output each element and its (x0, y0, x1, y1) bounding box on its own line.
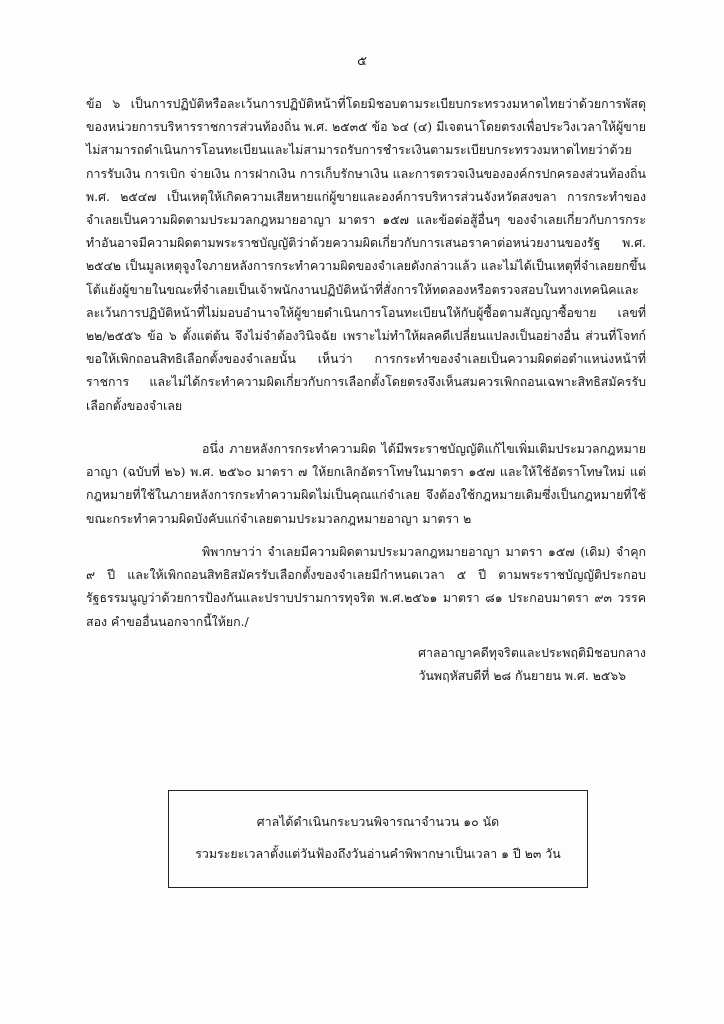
judgment-date: วันพฤหัสบดีที่ ๒๘ กันยายน พ.ศ. ๒๕๖๖ (418, 668, 626, 683)
paragraph-amended-law: อนึ่ง ภายหลังการกระทำความผิด ได้มีพระราชบัญญัติแก้ไขเพิ่มเติมประมวลกฎหมายอาญา (ฉบับที่ ๒๖) พ.ศ. ๒๕๖๐ มาตรา ๗ ให้ยกเลิกอัตราโทษในมาตรา ๑๕๗ และให้ใช้อัตราโทษใหม่ แต่กฎหมายที่ใช้ในภายหลังการกระทำความผิดไม่เป็นคุณแก่จำเลย จึงต้องใช้กฎหมายเดิมซึ่งเป็นกฎหมายที่ใช้ขณะกระทำความผิดบังคับแก่จำเลยตามประมวลกฎหมายอาญา มาตรา ๒ (86, 441, 646, 526)
proceedings-summary-box (168, 790, 588, 888)
paragraph-verdict: พิพากษาว่า จำเลยมีความผิดตามประมวลกฎหมายอาญา มาตรา ๑๕๗ (เดิม) จำคุก ๙ ปี และให้เพิกถอนสิทธิสมัครรับเลือกตั้งของจำเลยมีกำหนดเวลา ๕ ปี ตามพระราชบัญญัติประกอบรัฐธรรมนูญว่าด้วยการป้องกันและปราบปรามการทุจริต พ.ศ.๒๕๖๑ มาตรา ๘๑ ประกอบมาตรา ๙๓ วรรคสอง คำขออื่นนอกจากนี้ให้ยก./ (86, 544, 646, 629)
court-signature-block (366, 641, 646, 687)
page-number: ๕ (357, 54, 367, 69)
summary-hearings-count: ศาลได้ดำเนินกระบวนพิจารณาจำนวน ๑๐ นัด (256, 814, 500, 829)
summary-duration: รวมระยะเวลาตั้งแต่วันฟ้องถึงวันอ่านคำพิพากษาเป็นเวลา ๑ ปี ๒๓ วัน (195, 846, 561, 861)
paragraph-ruling-reasoning: ข้อ ๖ เป็นการปฏิบัติหรือละเว้นการปฏิบัติหน้าที่โดยมิชอบตามระเบียบกระทรวงมหาดไทยว่าด้วยการพัสดุของหน่วยการบริหารราชการส่วนท้องถิ่น พ.ศ. ๒๕๓๕ ข้อ ๖๔ (๔) มีเจตนาโดยตรงเพื่อประวิงเวลาให้ผู้ขายไม่สามารถดำเนินการโอนทะเบียนและไม่สามารถรับการชำระเงินตามระเบียบกระทรวงมหาดไทยว่าด้วยการรับเงิน การเบิก จ่ายเงิน การฝากเงิน การเก็บรักษาเงิน และการตรวจเงินขององค์กรปกครองส่วนท้องถิ่น พ.ศ. ๒๕๔๗ เป็นเหตุให้เกิดความเสียหายแก่ผู้ขายและองค์การบริหารส่วนจังหวัดสงขลา การกระทำของจำเลยเป็นความผิดตามประมวลกฎหมายอาญา มาตรา ๑๕๗ และข้อต่อสู้อื่นๆ ของจำเลยเกี่ยวกับการกระทำอันอาจมีความผิดตามพระราชบัญญัติว่าด้วยความผิดเกี่ยวกับการเสนอราคาต่อหน่วยงานของรัฐ พ.ศ. ๒๕๔๒ เป็นมูลเหตุจูงใจภายหลังการกระทำความผิดของจำเลยดังกล่าวแล้ว และไม่ได้เป็นเหตุที่จำเลยยกขึ้นโต้แย้งผู้ขายในขณะที่จำเลยเป็นเจ้าพนักงานปฏิบัติหน้าที่สั่งการให้ทดลองหรือตรวจสอบในทางเทคนิคและละเว้นการปฏิบัติหน้าที่ไม่มอบอำนาจให้ผู้ขายดำเนินการโอนทะเบียนให้กับผู้ซื้อตามสัญญาซื้อขาย เลขที่ ๒๒/๒๕๕๖ ข้อ ๖ ตั้งแต่ต้น จึงไม่จำต้องวินิจฉัย เพราะไม่ทำให้ผลคดีเปลี่ยนแปลงเป็นอย่างอื่น ส่วนที่โจทก์ขอให้เพิกถอนสิทธิเลือกตั้งของจำเลยนั้น เห็นว่า การกระทำของจำเลยเป็นความผิดต่อตำแหน่งหน้าที่ราชการ และไม่ได้กระทำความผิดเกี่ยวกับการเลือกตั้งโดยตรงจึงเห็นสมควรเพิกถอนเฉพาะสิทธิสมัครรับเลือกตั้งของจำเลย (86, 96, 646, 413)
court-name: ศาลอาญาคดีทุจริตและประพฤติมิชอบกลาง (418, 645, 646, 660)
